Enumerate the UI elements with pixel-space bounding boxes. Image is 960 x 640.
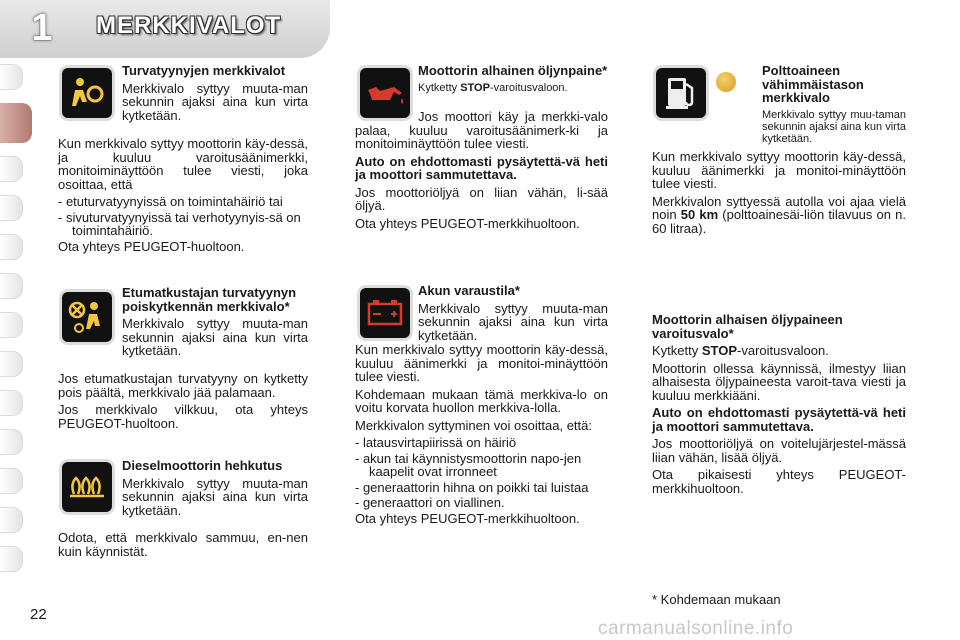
- battery-p4: Ota yhteys PEUGEOT-merkkihuoltoon.: [355, 510, 580, 526]
- side-tab: [0, 351, 23, 377]
- oillevel-p3: Jos moottoriöljyä on voitelujärjestel-mässä liian vähän, lisää öljyä.: [652, 436, 906, 465]
- fuel-p2: Merkkivalon syttyessä autolla voi ajaa vielä noin 50 km (polttoainesäi-liön tilavuus on n. 60 litraa).: [652, 193, 906, 236]
- battery-intro: Merkkivalo syttyy muuta-man sekunnin ajaksi aina kun virta kytketään.: [418, 300, 608, 343]
- battery-p3: Merkkivalon syttyminen voi osoittaa, että:: [355, 417, 592, 433]
- airbag-warning-icon: [62, 68, 112, 118]
- side-tab: [0, 195, 23, 221]
- battery-section-head: [418, 284, 608, 346]
- side-tab-active: [0, 103, 32, 143]
- passenger-p2: Jos merkkivalo vilkkuu, ota yhteys PEUGEOT-huoltoon.: [58, 402, 308, 431]
- airbag-section-body: [58, 137, 308, 257]
- diesel-p1: Odota, että merkkivalo sammuu, en-nen kuin käynnistät.: [58, 530, 308, 559]
- list-item: - akun tai käynnistysmoottorin napo-jen kaapelit ovat irronneet: [355, 450, 582, 479]
- passenger-intro: Merkkivalo syttyy muuta-man sekunnin ajaksi aina kun virta kytketään.: [122, 316, 308, 358]
- oilpressure-p3: Jos moottoriöljyä on liian vähän, li-sää öljyä.: [355, 184, 608, 213]
- battery-list: [355, 436, 608, 510]
- list-item: - etuturvatyynyissä on toimintahäiriö tai: [58, 194, 283, 209]
- page-title: MERKKIVALOT: [96, 12, 282, 39]
- diesel-section-body: [58, 531, 308, 562]
- oilpressure-title: Moottorin alhainen öljynpaine*: [418, 63, 608, 78]
- diesel-section-head: [122, 459, 308, 521]
- fuel-intro: Merkkivalo syttyy muu-taman sekunnin ajaksi aina kun virta kytketään.: [762, 108, 906, 145]
- passenger-airbag-off-icon: [62, 292, 112, 342]
- airbag-list: [58, 195, 308, 238]
- fuel-section-body: [652, 150, 906, 239]
- side-tab: [0, 546, 23, 572]
- side-tab: [0, 390, 23, 416]
- airbag-section-head: [122, 64, 308, 126]
- oilpressure-p4: Ota yhteys PEUGEOT-merkkihuoltoon.: [355, 215, 580, 231]
- side-tab: [0, 312, 23, 338]
- passenger-p1: Jos etumatkustajan turvatyyny on kytketty pois päältä, merkkivalo jää palamaan.: [58, 371, 308, 400]
- airbag-p2: Ota yhteys PEUGEOT-huoltoon.: [58, 238, 245, 254]
- fuel-title: Polttoaineen vähimmäistason merkkivalo: [762, 63, 864, 105]
- fuel-p1: Kun merkkivalo syttyy moottorin käy-dessä, kuuluu äänimerkki ja monitoi-minäyttöön tulee viesti.: [652, 149, 906, 191]
- battery-p2: Kohdemaan mukaan tämä merkkiva-lo on voitu korvata huollon merkkiva-lolla.: [355, 386, 608, 415]
- passenger-title: Etumatkustajan turvatyynyn poiskytkennän merkkivalo*: [122, 285, 297, 314]
- page-header: [0, 0, 960, 60]
- diesel-title: Dieselmoottorin hehkutus: [122, 458, 283, 473]
- oillevel-p1: Moottorin ollessa käynnissä, ilmestyy liian alhaisesta öljypaineesta varoit-tava viesti ja kuuluu merkkiääni.: [652, 360, 906, 403]
- oilpressure-section-head: [418, 64, 608, 98]
- oilpressure-intro: Kytketty STOP-varoitusvaloon.: [418, 81, 568, 94]
- side-tabs: [0, 64, 34, 584]
- fuel-pump-icon: [656, 68, 706, 118]
- oillevel-intro: Kytketty STOP-varoitusvaloon.: [652, 343, 829, 358]
- list-item: - generaattorin hihna on poikki tai luistaa: [355, 479, 589, 495]
- list-item: - latausvirtapiirissä on häiriö: [355, 435, 517, 450]
- airbag-p1: Kun merkkivalo syttyy moottorin käy-dessä, ja kuuluu varoitusäänimerkki, monitoiminäyttöön tulee viesti, joka osoittaa, että: [58, 136, 308, 192]
- battery-icon: [360, 288, 410, 338]
- footnote: * Kohdemaan mukaan: [652, 592, 781, 607]
- airbag-title: Turvatyynyjen merkkivalot: [122, 63, 286, 78]
- fuel-section-head: [762, 64, 906, 149]
- watermark: carmanualsonline.info: [598, 618, 794, 639]
- battery-section-body: [355, 343, 608, 529]
- battery-p1: Kun merkkivalo syttyy moottorin käy-dessä, kuuluu äänimerkki ja monitoi-minäyttöön tulee viesti.: [355, 342, 608, 384]
- passenger-section-body: [58, 372, 308, 434]
- oilpressure-section-body: [355, 110, 608, 234]
- oillevel-p4: Ota pikaisesti yhteys PEUGEOT-merkkihuoltoon.: [652, 467, 906, 496]
- oilpressure-p1: Jos moottori käy ja merkki-valo palaa, kuuluu varoitusäänimerk-ki ja monitoiminäyttöön tulee viesti.: [355, 109, 608, 151]
- side-tab: [0, 234, 23, 260]
- passenger-section-head: [122, 286, 308, 362]
- list-item: - sivuturvatyynyissä tai verhotyynyis-sä on toimintahäiriö.: [58, 209, 301, 238]
- oilpressure-p2: Auto on ehdottomasti pysäytettä-vä heti ja moottori sammutettava.: [355, 153, 608, 182]
- side-tab: [0, 156, 23, 182]
- side-tab: [0, 468, 23, 494]
- airbag-intro: Merkkivalo syttyy muuta-man sekunnin ajaksi aina kun virta kytketään.: [122, 80, 308, 123]
- oillevel-title: Moottorin alhaisen öljypaineen varoitusvalo*: [652, 312, 843, 341]
- side-tab: [0, 64, 23, 90]
- battery-title: Akun varaustila*: [418, 283, 520, 298]
- diesel-intro: Merkkivalo syttyy muuta-man sekunnin ajaksi aina kun virta kytketään.: [122, 475, 308, 518]
- chapter-number: 1: [31, 7, 53, 49]
- glow-plug-icon: [62, 462, 112, 512]
- oillevel-section: [652, 313, 906, 499]
- amber-light-icon: [716, 72, 736, 92]
- list-item: - generaattori on viallinen.: [355, 495, 505, 510]
- side-tab: [0, 429, 23, 455]
- page-number: 22: [30, 606, 47, 623]
- side-tab: [0, 507, 23, 533]
- side-tab: [0, 273, 23, 299]
- oillevel-p2: Auto on ehdottomasti pysäytettä-vä heti ja moottori sammutettava.: [652, 405, 906, 434]
